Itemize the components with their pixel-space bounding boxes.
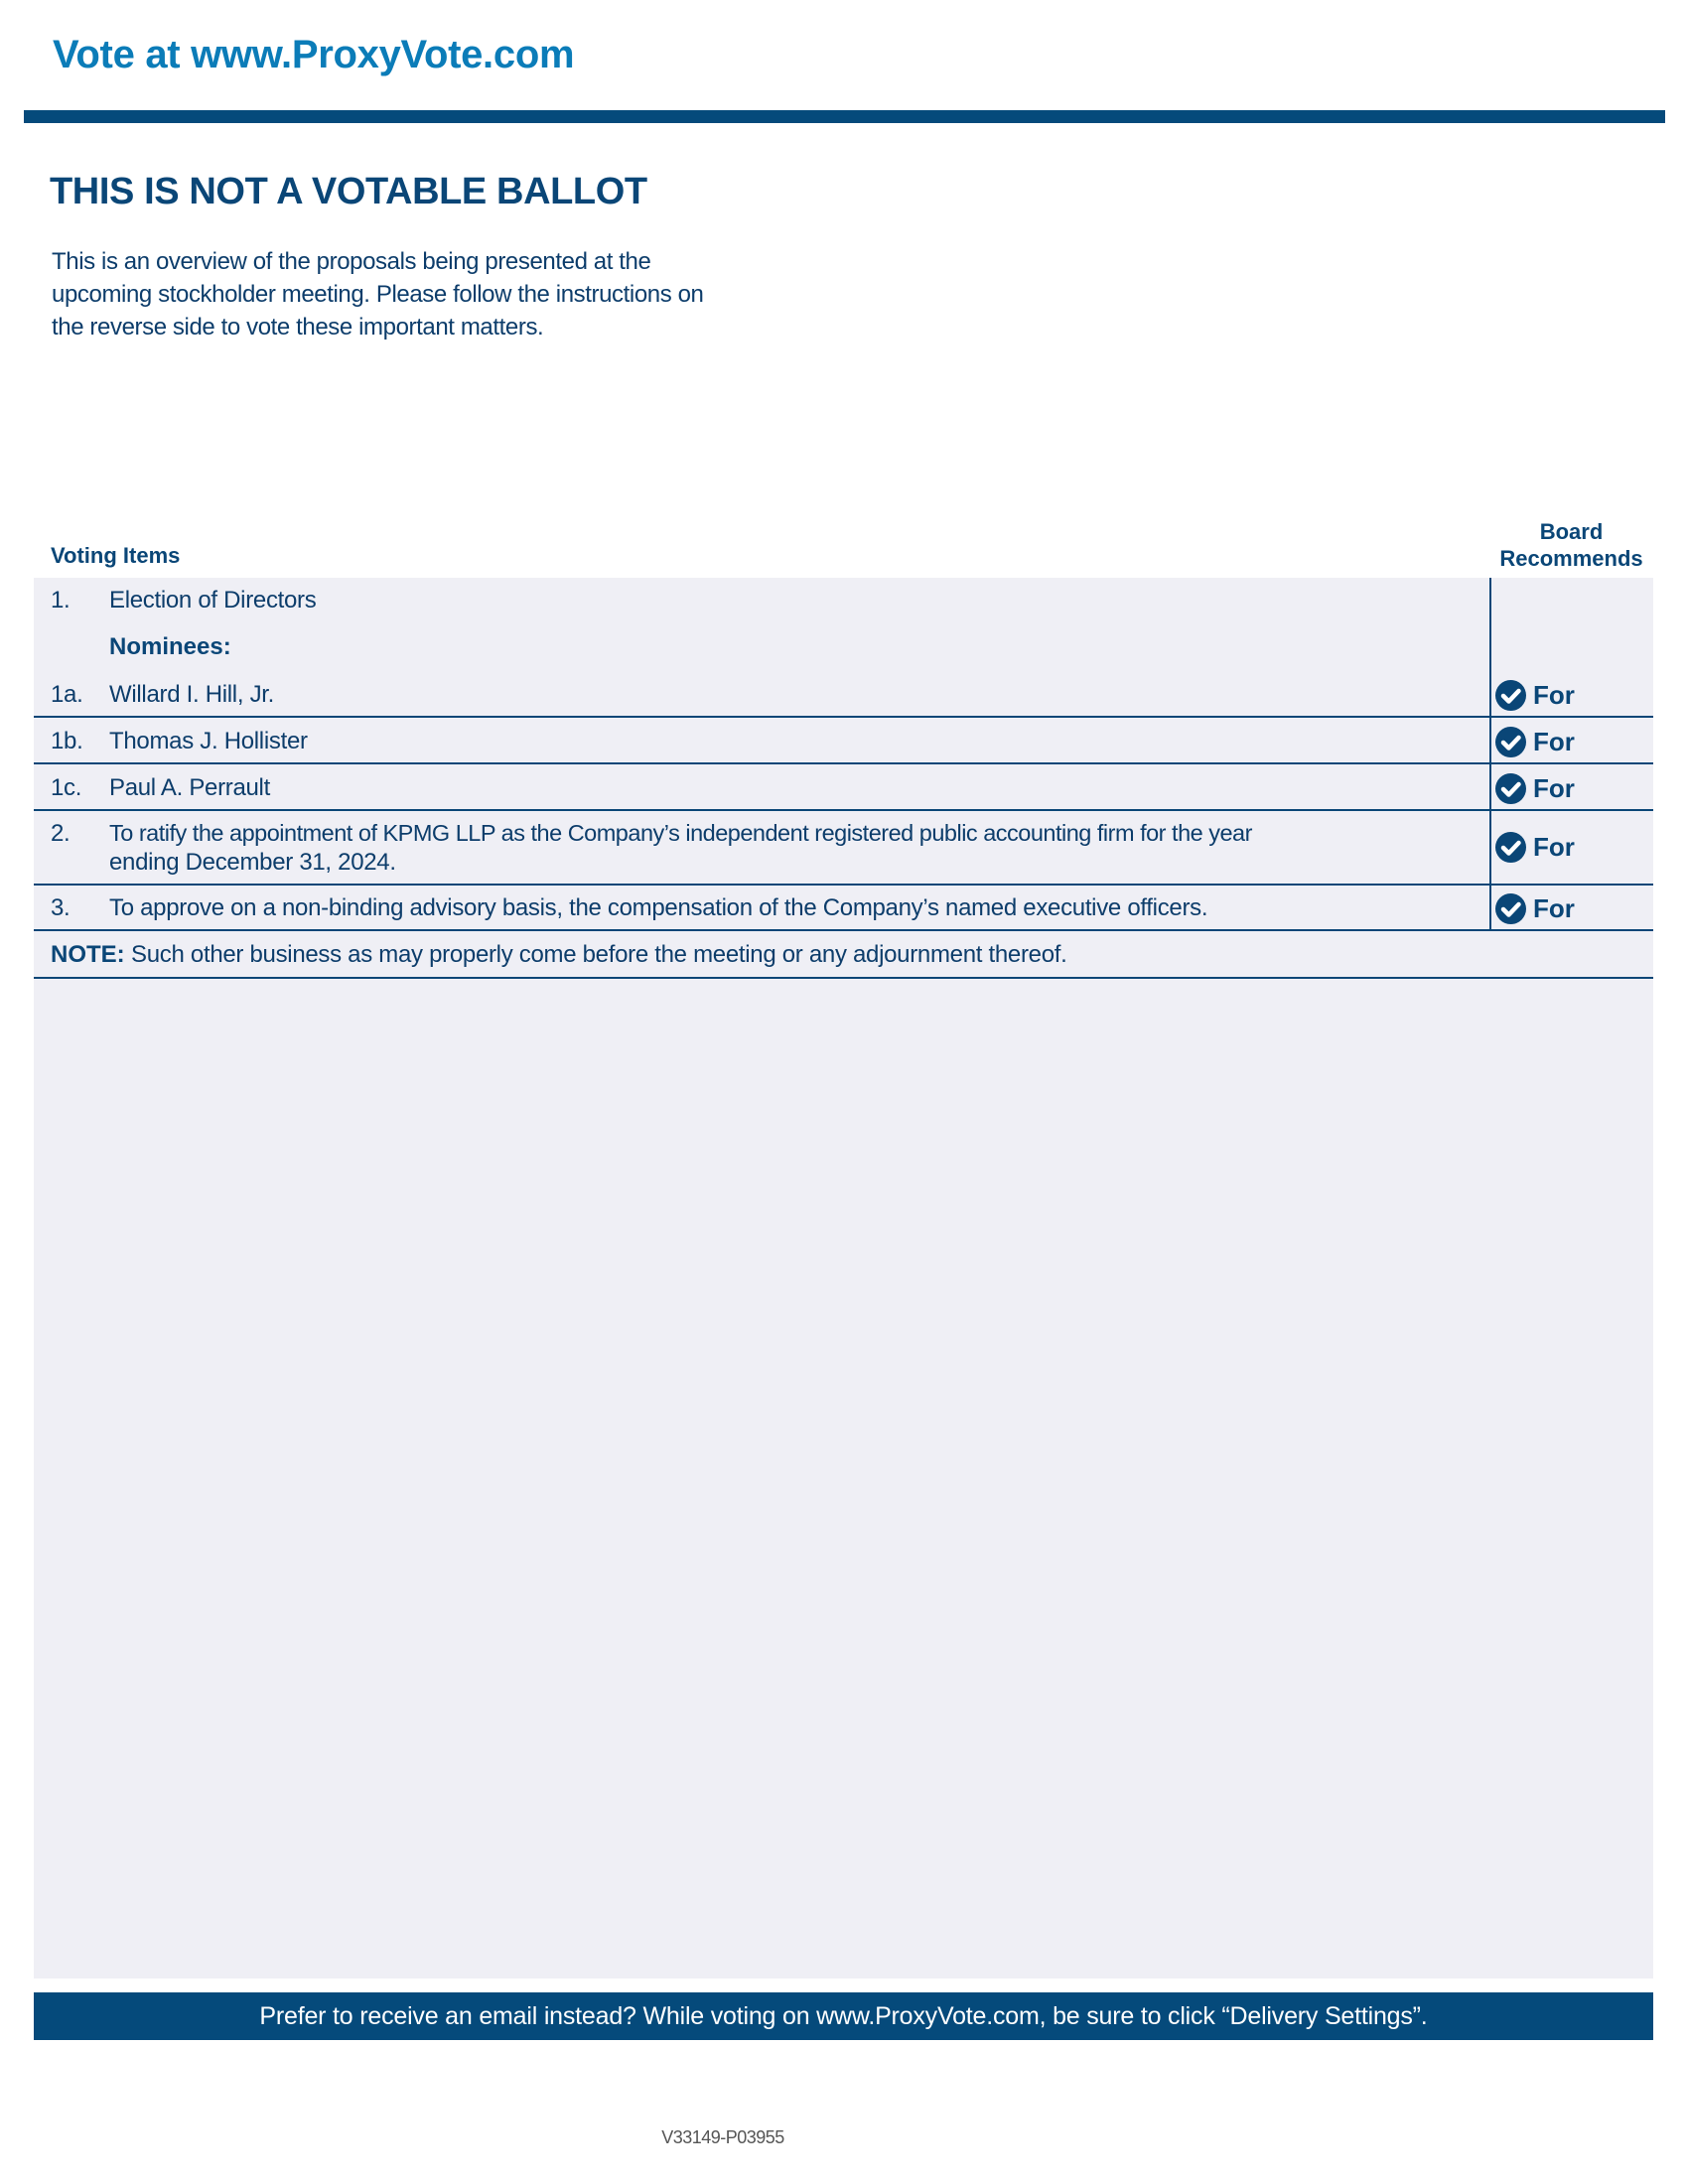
voting-items-panel [34,578,1653,1979]
check-circle-icon [1495,680,1526,711]
intro-paragraph [52,245,846,343]
recommendation-label: For [1533,726,1575,756]
recommendation-label: For [1533,831,1575,862]
check-circle-icon [1495,727,1526,757]
board-recommends-header [1489,518,1653,572]
row-divider [34,809,1653,811]
item-number: 1b. [51,728,83,754]
item-text-election-of-directors: Election of Directors [109,587,317,614]
row-divider [34,929,1653,931]
recommendation-label: For [1533,772,1575,803]
nominee-name: Paul A. Perrault [109,774,270,801]
row-divider [34,884,1653,886]
note-row [51,941,1066,969]
board-recommends-line-2: Recommends [1499,546,1643,571]
proposal-text: To approve on a non-binding advisory basis, the compensation of the Company’s named executive officers. [109,894,1208,921]
note-label: NOTE: [51,941,125,968]
item-number: 1. [51,587,70,614]
column-divider [1489,578,1491,930]
page-title: THIS IS NOT A VOTABLE BALLOT [50,171,647,212]
document-code: V33149-P03955 [661,2127,784,2147]
row-divider [34,977,1653,979]
board-recommendation [1495,831,1575,863]
row-divider [34,762,1653,764]
recommendation-label: For [1533,892,1575,923]
item-number: 2. [51,820,70,847]
recommendation-label: For [1533,679,1575,710]
check-circle-icon [1495,773,1526,804]
item-number: 1a. [51,681,83,708]
board-recommendation [1495,892,1575,924]
check-circle-icon [1495,893,1526,924]
board-recommends-line-1: Board [1539,519,1604,544]
proposal-text-line-2: ending December 31, 2024. [109,849,396,876]
proxyvote-header-link[interactable]: Vote at www.ProxyVote.com [53,33,575,76]
intro-line-1: This is an overview of the proposals being presented at the [52,248,651,275]
item-number: 3. [51,894,70,921]
intro-line-3: the reverse side to vote these important matters. [52,314,544,341]
board-recommendation [1495,726,1575,757]
proposal-text-line-1: To ratify the appointment of KPMG LLP as the Company’s independent registered public accounting firm for the year [109,820,1252,846]
note-text: Such other business as may properly come before the meeting or any adjournment thereof. [131,941,1067,968]
item-number: 1c. [51,774,82,801]
delivery-settings-banner [34,1992,1653,2040]
intro-line-2: upcoming stockholder meeting. Please follow the instructions on [52,281,704,308]
row-divider [34,716,1653,718]
voting-items-header: Voting Items [51,543,181,568]
nominee-name: Thomas J. Hollister [109,728,308,754]
delivery-settings-text: Prefer to receive an email instead? While voting on www.ProxyVote.com, be sure to click “Delivery Settings”. [259,2001,1428,2030]
check-circle-icon [1495,832,1526,863]
header-divider-bar [24,110,1665,123]
board-recommendation [1495,679,1575,711]
nominees-label: Nominees: [109,633,231,660]
nominee-name: Willard I. Hill, Jr. [109,681,275,708]
board-recommendation [1495,772,1575,804]
